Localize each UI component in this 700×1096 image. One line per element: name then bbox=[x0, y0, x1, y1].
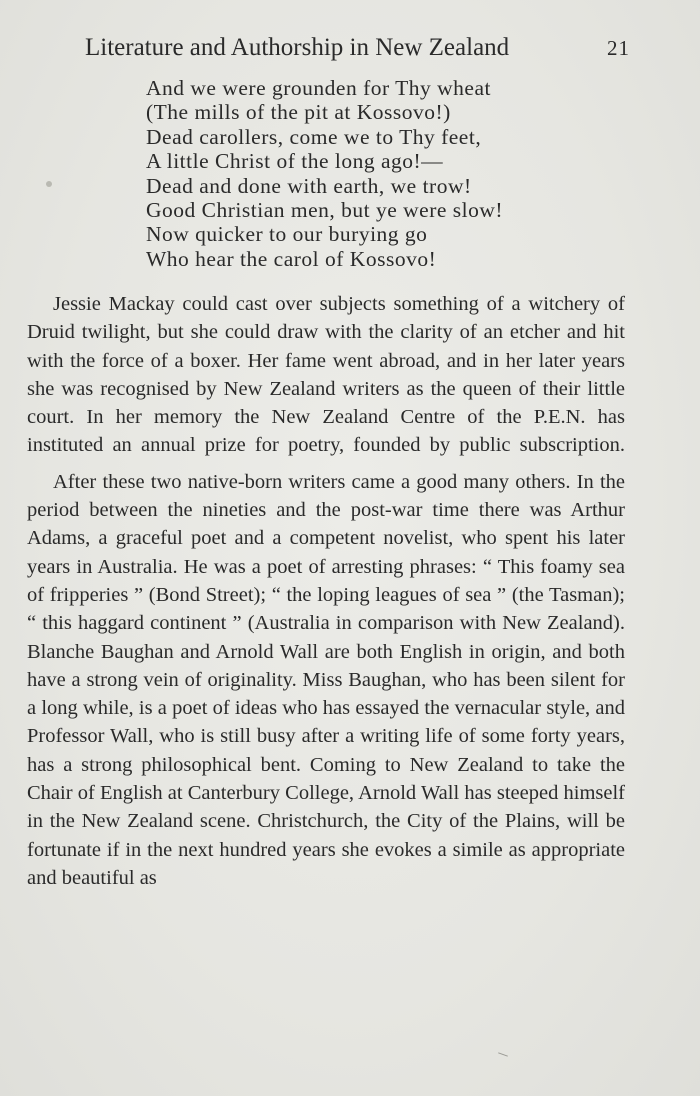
paper-speck bbox=[46, 181, 52, 187]
verse-line: Now quicker to our burying go bbox=[146, 222, 428, 247]
page-number: 21 bbox=[607, 36, 630, 60]
verse-line: Who hear the carol of Kossovo! bbox=[146, 246, 437, 271]
verse-line: Dead and done with earth, we trow! bbox=[146, 173, 472, 198]
running-head bbox=[85, 30, 630, 66]
running-title: Literature and Authorship in New Zealand bbox=[85, 34, 510, 61]
verse-line: Dead carollers, come we to Thy feet, bbox=[146, 124, 482, 149]
paragraph-native-born-writers: After these two native-born writers came a good many others. In the period between the nineties and the post-war time there was Arthur Adams, a graceful poet and a competent novelist, who spent his later years in Australia. He was a poet of arresting phrases: “ This foamy sea of fripperies ” (Bond Street); “ the loping leagues of sea ” (the Tasman); “ this haggard continent ” (Australia in comparison with New Zealand). Blanche Baughan and Arnold Wall are both English in origin, and both have a strong vein of originality. Miss Baughan, who has been silent for a long while, is a poet of ideas who has essayed the vernacular style, and Professor Wall, who is still busy after a writing life of some forty years, has a strong philosophical bent. Coming to New Zealand to take the Chair of English at Canterbury College, Arnold Wall has steeped himself in the New Zealand scene. Christchurch, the City of the Plains, will be fortunate if in the next hundred years she evokes a simile as appropriate and beautiful as bbox=[27, 470, 625, 889]
verse-stanza bbox=[146, 76, 606, 271]
paragraph-jessie-mackay: Jessie Mackay could cast over subjects something of a witchery of Druid twilight, but she could draw with the clarity of an etcher and hit with the force of a boxer. Her fame went abroad, and in her later years she was recognised by New Zealand writers as the queen of their little court. In her memory the New Zealand Centre of the P.E.N. has instituted an annual prize for poetry, founded by public subscription. bbox=[27, 293, 625, 457]
verse-line: A little Christ of the long ago!— bbox=[146, 149, 444, 174]
body-text bbox=[27, 290, 625, 892]
paper-mark bbox=[498, 1052, 508, 1056]
verse-line: (The mills of the pit at Kossovo!) bbox=[146, 100, 451, 125]
verse-line: Good Christian men, but ye were slow! bbox=[146, 198, 504, 223]
verse-line: And we were grounden for Thy wheat bbox=[146, 76, 491, 100]
